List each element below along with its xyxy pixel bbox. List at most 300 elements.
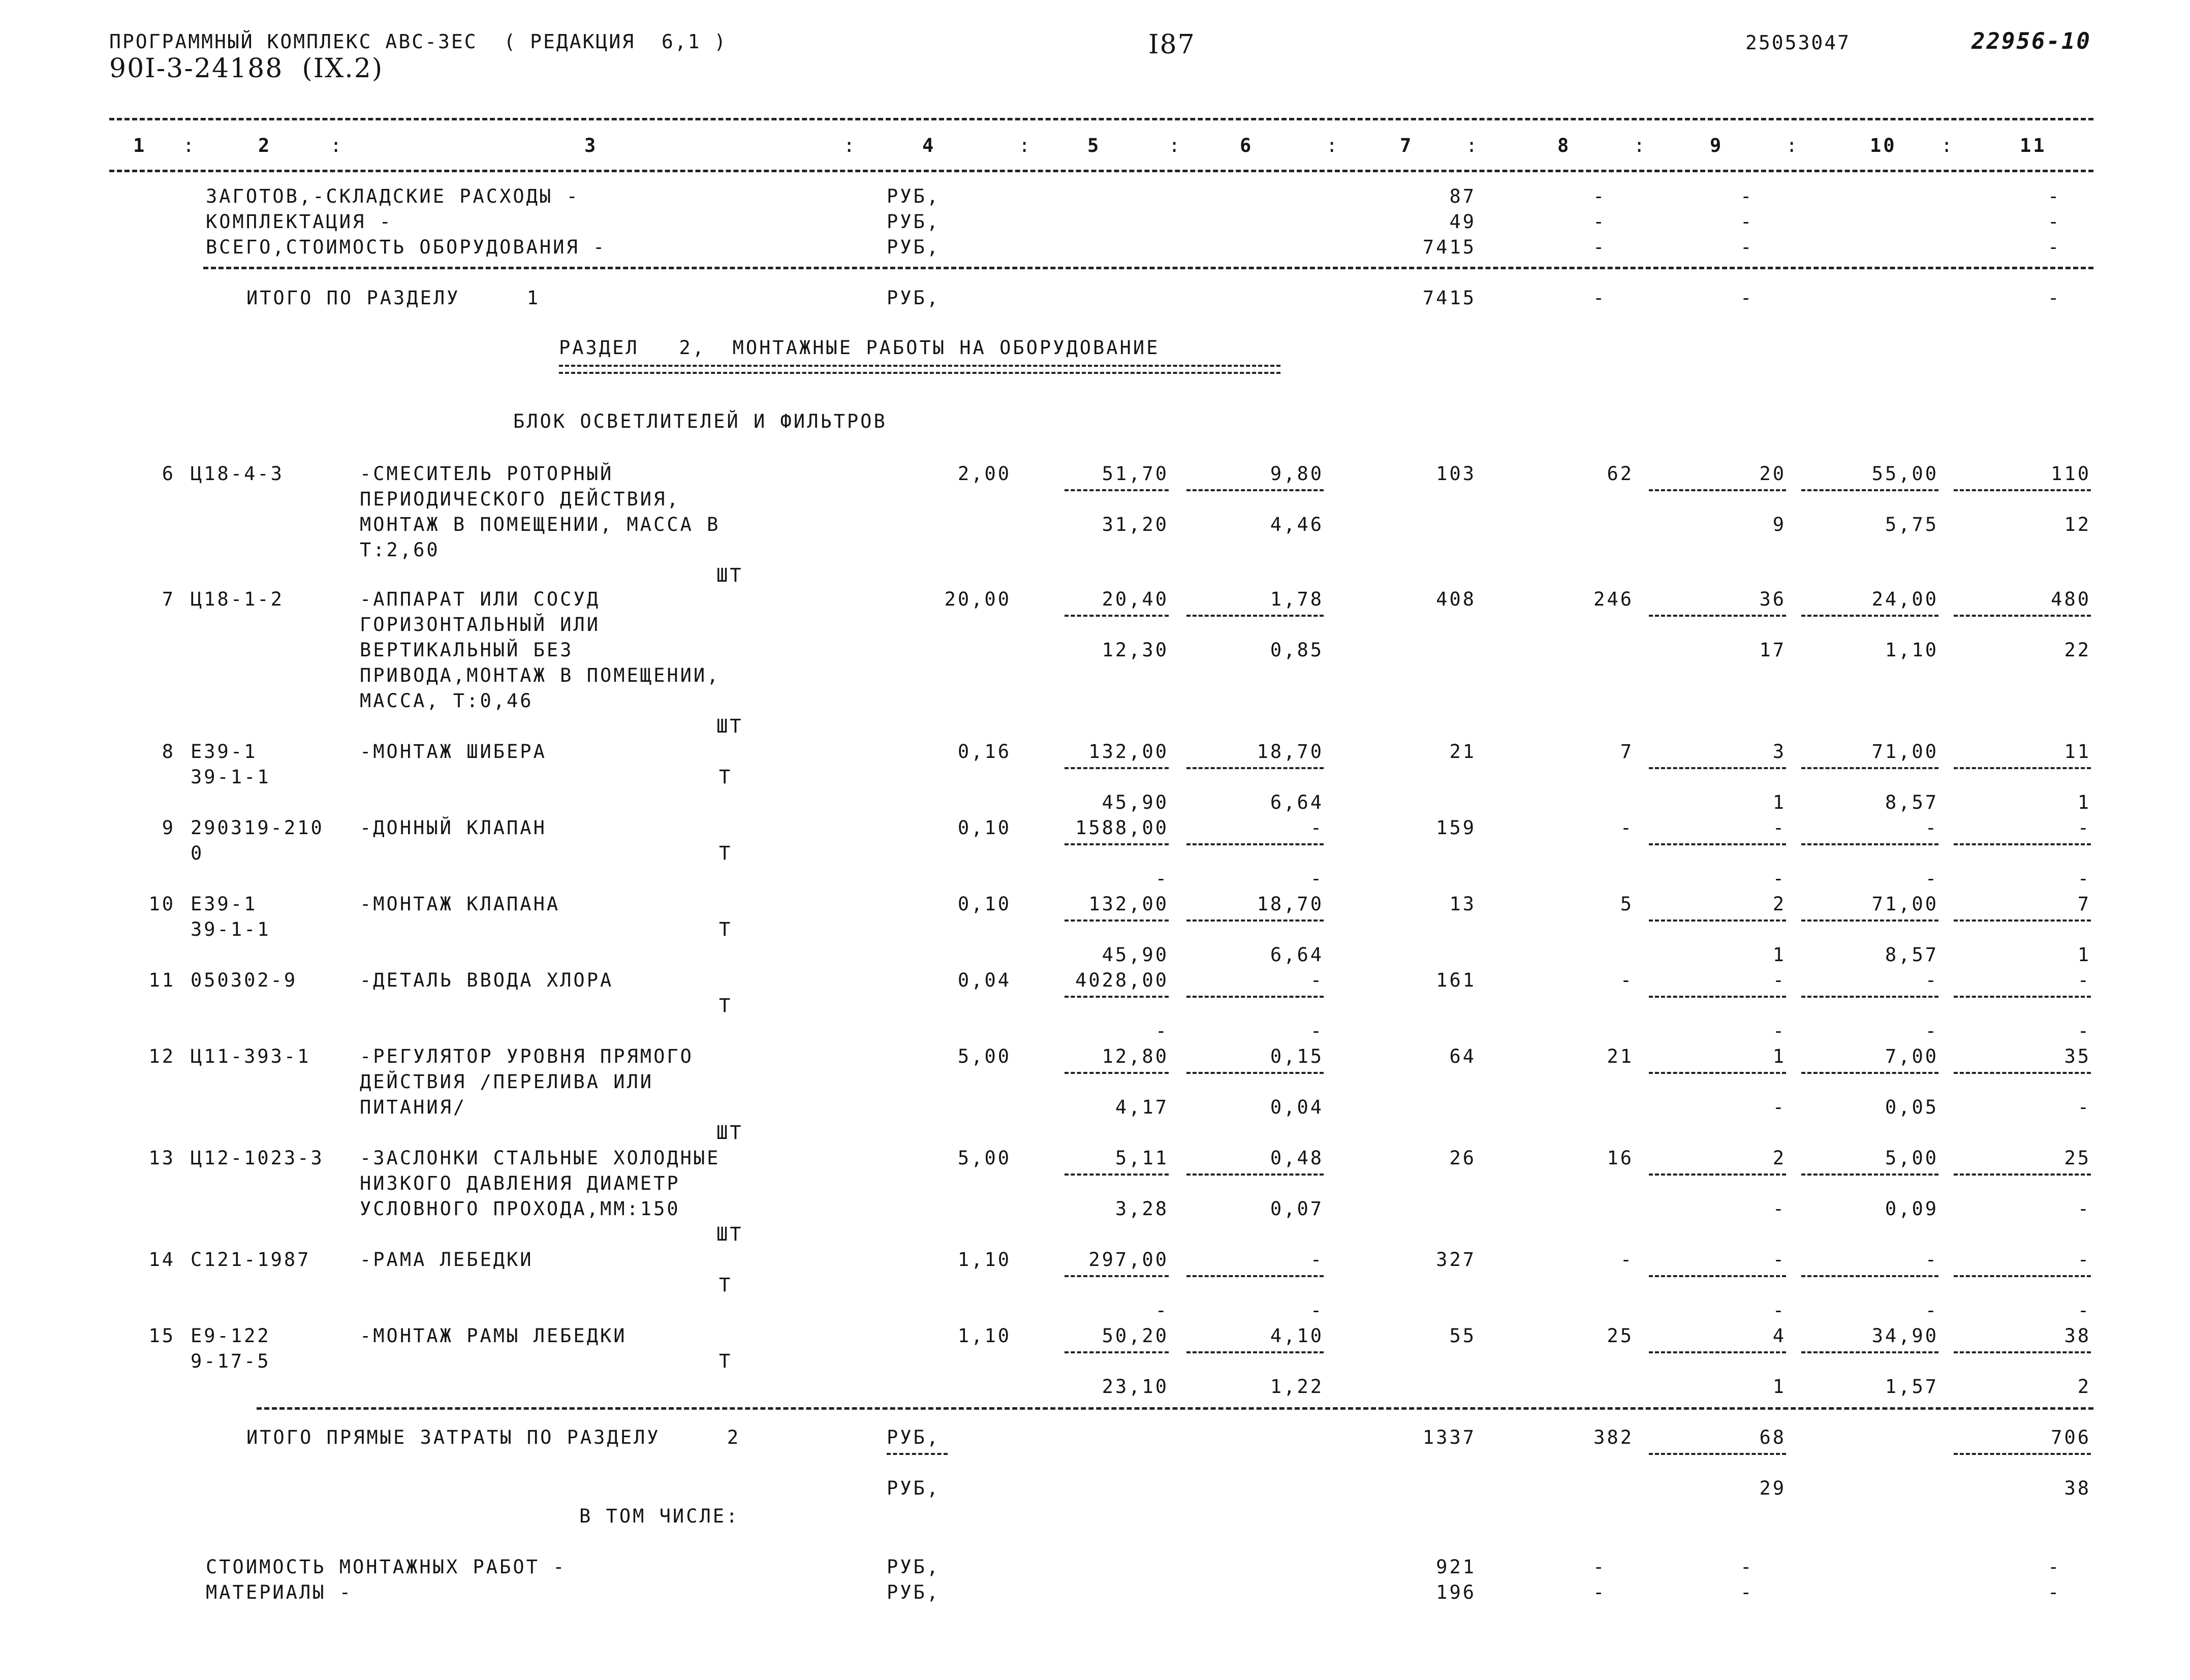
item-unit-price: 132,00 <box>1088 893 1169 915</box>
breakdown-col7: 921 <box>1436 1556 1476 1578</box>
item-quantity: 5,00 <box>957 1045 1011 1067</box>
item-unit-price-secondary: - <box>1155 868 1169 890</box>
item-number: 10 <box>148 893 175 915</box>
item-sub-rule <box>1065 767 1169 769</box>
item-description: ПИТАНИЯ/ <box>360 1096 467 1118</box>
item-wages: - <box>1620 969 1634 991</box>
column-number-4: 4 <box>922 135 936 156</box>
item-sub-rule <box>1186 489 1324 491</box>
item-description: -МОНТАЖ ШИБЕРА <box>360 741 547 763</box>
item-sub-rule <box>1065 489 1169 491</box>
item-description: -МОНТАЖ КЛАПАНА <box>360 893 560 915</box>
column-separator: : <box>1169 135 1182 156</box>
item-wages: 246 <box>1593 588 1634 610</box>
item-sub-rule <box>1801 1072 1938 1074</box>
item-unit-price-secondary: 4,17 <box>1115 1096 1169 1118</box>
cost-line-col7: 7415 <box>1422 236 1476 258</box>
archive-stamp: 22956-10 <box>1972 28 2091 54</box>
item-description: МАССА, Т:0,46 <box>360 690 534 712</box>
item-labor-unit: 7,00 <box>1885 1045 1938 1067</box>
item-sub-rule <box>1186 920 1324 922</box>
item-labor-total: 25 <box>2064 1147 2091 1169</box>
item-machine-cost-secondary: - <box>1772 1299 1786 1321</box>
item-sub-rule <box>1954 920 2091 922</box>
item-labor-total-secondary: 1 <box>2077 791 2091 813</box>
item-code: Е39-1 <box>191 741 258 763</box>
section-1-total-label: ИТОГО ПО РАЗДЕЛУ 1 <box>246 287 541 309</box>
item-sub-rule <box>1186 615 1324 617</box>
item-total-cost: 159 <box>1436 817 1476 839</box>
item-labor-unit: 5,00 <box>1885 1147 1938 1169</box>
item-code: С121-1987 <box>191 1249 311 1271</box>
item-labor-total: 11 <box>2064 741 2091 763</box>
item-machine-cost: 1 <box>1772 1045 1786 1067</box>
item-sub-rule <box>1186 1351 1324 1353</box>
item-total-cost: 64 <box>1449 1045 1476 1067</box>
item-wage-rate: - <box>1310 817 1324 839</box>
item-total-cost: 21 <box>1449 741 1476 763</box>
item-description: ПРИВОДА,МОНТАЖ В ПОМЕЩЕНИИ, <box>360 664 721 686</box>
item-description: -ДОННЫЙ КЛАПАН <box>360 817 547 839</box>
item-machine-cost-secondary: - <box>1772 1096 1786 1118</box>
item-labor-unit: 24,00 <box>1871 588 1938 610</box>
item-labor-unit: 71,00 <box>1871 893 1938 915</box>
item-unit-price: 51,70 <box>1102 463 1169 485</box>
column-number-11: 11 <box>2020 135 2047 156</box>
item-number: 11 <box>148 969 175 991</box>
item-quantity: 0,10 <box>957 817 1011 839</box>
item-description: ДЕЙСТВИЯ /ПЕРЕЛИВА ИЛИ <box>360 1071 654 1093</box>
item-sub-rule <box>1649 996 1786 998</box>
item-labor-unit-secondary: 8,57 <box>1885 791 1938 813</box>
item-machine-cost-secondary: 17 <box>1759 639 1786 661</box>
item-sub-rule <box>1801 1351 1938 1353</box>
cost-line-col8: - <box>1593 185 1607 207</box>
item-sub-rule <box>1065 1275 1169 1277</box>
item-labor-total: - <box>2077 969 2091 991</box>
column-separator: : <box>1326 135 1340 156</box>
item-quantity: 5,00 <box>957 1147 1011 1169</box>
item-machine-cost: 36 <box>1759 588 1786 610</box>
subtotal-rule <box>203 267 2093 269</box>
cost-line-col11: - <box>2048 185 2061 207</box>
item-machine-cost: 3 <box>1772 741 1786 763</box>
block-title: БЛОК ОСВЕТЛИТЕЛЕЙ И ФИЛЬТРОВ <box>513 410 887 432</box>
section-1-total-col9: - <box>1740 287 1754 309</box>
cost-line-label: ВСЕГО,СТОИМОСТЬ ОБОРУДОВАНИЯ - <box>206 236 607 258</box>
item-wages: 21 <box>1607 1045 1634 1067</box>
cost-line-col7: 49 <box>1449 211 1476 233</box>
item-quantity: 1,10 <box>957 1325 1011 1347</box>
cost-line-col9: - <box>1740 185 1754 207</box>
item-unit: Т <box>719 842 733 864</box>
item-labor-total: - <box>2077 817 2091 839</box>
item-quantity: 0,16 <box>957 741 1011 763</box>
item-wage-rate-secondary: 1,22 <box>1270 1376 1324 1398</box>
item-sub-rule <box>1186 1174 1324 1176</box>
item-sub-rule <box>1186 767 1324 769</box>
item-wage-rate-secondary: 0,07 <box>1270 1198 1324 1220</box>
column-separator: : <box>183 135 197 156</box>
item-wage-rate: 9,80 <box>1270 463 1324 485</box>
item-total-cost: 103 <box>1436 463 1476 485</box>
section-2-total-col11-secondary: 38 <box>2064 1477 2091 1499</box>
item-description: ПЕРИОДИЧЕСКОГО ДЕЙСТВИЯ, <box>360 488 680 510</box>
item-unit-price: 50,20 <box>1102 1325 1169 1347</box>
item-unit-price: 1588,00 <box>1075 817 1169 839</box>
section-2-total-col9-secondary: 29 <box>1759 1477 1786 1499</box>
section-2-total-unit-secondary: РУБ, <box>887 1477 941 1499</box>
item-description: -АППАРАТ ИЛИ СОСУД <box>360 588 600 610</box>
item-wage-rate-secondary: 6,64 <box>1270 791 1324 813</box>
item-number: 13 <box>148 1147 175 1169</box>
item-unit: ШТ <box>716 715 743 737</box>
item-sub-rule <box>1954 1351 2091 1353</box>
item-machine-cost-secondary: - <box>1772 1198 1786 1220</box>
item-sub-rule <box>1801 615 1938 617</box>
total-sub-rule <box>1649 1453 1786 1455</box>
item-unit-price: 20,40 <box>1102 588 1169 610</box>
item-wage-rate: 1,78 <box>1270 588 1324 610</box>
breakdown-label: МАТЕРИАЛЫ - <box>206 1581 353 1603</box>
item-description: ГОРИЗОНТАЛЬНЫЙ ИЛИ <box>360 614 600 636</box>
item-machine-cost: - <box>1772 1249 1786 1271</box>
item-unit: ШТ <box>716 1122 743 1144</box>
section-1-total-col8: - <box>1593 287 1607 309</box>
item-code: 050302-9 <box>191 969 298 991</box>
item-wage-rate: - <box>1310 1249 1324 1271</box>
item-labor-unit-secondary: 8,57 <box>1885 944 1938 966</box>
item-code: Ц18-4-3 <box>191 463 284 485</box>
item-wage-rate: 18,70 <box>1257 741 1324 763</box>
item-labor-unit: - <box>1925 817 1938 839</box>
item-machine-cost: 20 <box>1759 463 1786 485</box>
item-number: 6 <box>162 463 175 485</box>
item-quantity: 1,10 <box>957 1249 1011 1271</box>
item-machine-cost: - <box>1772 969 1786 991</box>
item-sub-rule <box>1801 767 1938 769</box>
item-unit-price: 12,80 <box>1102 1045 1169 1067</box>
item-unit-price: 4028,00 <box>1075 969 1169 991</box>
breakdown-col11: - <box>2048 1556 2061 1578</box>
unit-sub-rule <box>887 1453 948 1455</box>
item-total-cost: 327 <box>1436 1249 1476 1271</box>
breakdown-unit: РУБ, <box>887 1556 941 1578</box>
cost-line-unit: РУБ, <box>887 185 941 207</box>
column-separator: : <box>1019 135 1033 156</box>
item-wage-rate-secondary: - <box>1310 1020 1324 1042</box>
item-unit-price-secondary: 45,90 <box>1102 791 1169 813</box>
item-labor-unit: 71,00 <box>1871 741 1938 763</box>
item-total-cost: 55 <box>1449 1325 1476 1347</box>
item-labor-unit-secondary: - <box>1925 1020 1938 1042</box>
item-labor-total: 38 <box>2064 1325 2091 1347</box>
item-sub-rule <box>1954 1072 2091 1074</box>
item-total-cost: 161 <box>1436 969 1476 991</box>
section-2-total-col11: 706 <box>2051 1427 2091 1448</box>
item-number: 14 <box>148 1249 175 1271</box>
column-number-3: 3 <box>584 135 598 156</box>
item-machine-cost-secondary: - <box>1772 1020 1786 1042</box>
item-unit-price-secondary: 45,90 <box>1102 944 1169 966</box>
item-sub-rule <box>1954 1174 2091 1176</box>
item-description: -ЗАСЛОНКИ СТАЛЬНЫЕ ХОЛОДНЫЕ <box>360 1147 721 1169</box>
breakdown-col8: - <box>1593 1556 1607 1578</box>
breakdown-col7: 196 <box>1436 1581 1476 1603</box>
item-code: 39-1-1 <box>191 766 271 788</box>
item-unit-price: 5,11 <box>1115 1147 1169 1169</box>
item-description: -РЕГУЛЯТОР УРОВНЯ ПРЯМОГО <box>360 1045 694 1067</box>
item-labor-total-secondary: 12 <box>2064 514 2091 535</box>
column-number-5: 5 <box>1087 135 1101 156</box>
cost-line-col7: 87 <box>1449 185 1476 207</box>
item-sub-rule <box>1649 1072 1786 1074</box>
item-sub-rule <box>1065 843 1169 845</box>
item-wage-rate-secondary: - <box>1310 1299 1324 1321</box>
item-labor-unit: 34,90 <box>1871 1325 1938 1347</box>
column-separator: : <box>330 135 344 156</box>
item-unit: Т <box>719 995 733 1017</box>
item-machine-cost-secondary: 1 <box>1772 944 1786 966</box>
item-labor-unit: - <box>1925 969 1938 991</box>
item-sub-rule <box>1954 615 2091 617</box>
item-unit: Т <box>719 1350 733 1372</box>
item-sub-rule <box>1065 615 1169 617</box>
item-unit-price-secondary: 31,20 <box>1102 514 1169 535</box>
item-code: Ц18-1-2 <box>191 588 284 610</box>
item-sub-rule <box>1649 489 1786 491</box>
item-labor-total-secondary: 1 <box>2077 944 2091 966</box>
section-2-total-unit: РУБ, <box>887 1427 941 1448</box>
item-sub-rule <box>1065 1072 1169 1074</box>
item-code: Ц11-393-1 <box>191 1045 311 1067</box>
section-1-total-col11: - <box>2048 287 2061 309</box>
item-sub-rule <box>1065 996 1169 998</box>
item-wage-rate: 4,10 <box>1270 1325 1324 1347</box>
item-number: 15 <box>148 1325 175 1347</box>
item-unit: Т <box>719 766 733 788</box>
item-sub-rule <box>1649 767 1786 769</box>
breakdown-col9: - <box>1740 1581 1754 1603</box>
item-labor-unit-secondary: 0,05 <box>1885 1096 1938 1118</box>
item-sub-rule <box>1186 996 1324 998</box>
item-code: 290319-210 <box>191 817 324 839</box>
item-description: НИЗКОГО ДАВЛЕНИЯ ДИАМЕТР <box>360 1172 680 1194</box>
item-description: -МОНТАЖ РАМЫ ЛЕБЕДКИ <box>360 1325 627 1347</box>
item-sub-rule <box>1649 920 1786 922</box>
section-2-total-label: ИТОГО ПРЯМЫЕ ЗАТРАТЫ ПО РАЗДЕЛУ 2 <box>246 1427 741 1448</box>
program-header: ПРОГРАММНЫЙ КОМПЛЕКС АВС-3ЕС ( РЕДАКЦИЯ 6,1 ) <box>109 30 728 53</box>
item-sub-rule <box>1065 920 1169 922</box>
total-sub-rule <box>1954 1453 2091 1455</box>
item-labor-unit-secondary: 0,09 <box>1885 1198 1938 1220</box>
item-sub-rule <box>1801 843 1938 845</box>
item-labor-total-secondary: - <box>2077 1096 2091 1118</box>
item-sub-rule <box>1801 920 1938 922</box>
item-sub-rule <box>1954 1275 2091 1277</box>
item-quantity: 20,00 <box>944 588 1011 610</box>
column-separator: : <box>1786 135 1800 156</box>
item-wage-rate: - <box>1310 969 1324 991</box>
table-header-rule <box>109 170 2093 172</box>
item-code: Е39-1 <box>191 893 258 915</box>
item-wage-rate-secondary: - <box>1310 868 1324 890</box>
item-labor-total: 7 <box>2077 893 2091 915</box>
item-machine-cost: 2 <box>1772 1147 1786 1169</box>
item-labor-total-secondary: 22 <box>2064 639 2091 661</box>
item-sub-rule <box>1186 1275 1324 1277</box>
item-unit: Т <box>719 918 733 940</box>
breakdown-label: СТОИМОСТЬ МОНТАЖНЫХ РАБОТ - <box>206 1556 567 1578</box>
section-2-total-col8: 382 <box>1593 1427 1634 1448</box>
item-sub-rule <box>1649 615 1786 617</box>
item-quantity: 0,04 <box>957 969 1011 991</box>
item-code: Е9-122 <box>191 1325 271 1347</box>
item-description: ВЕРТИКАЛЬНЫЙ БЕЗ <box>360 639 574 661</box>
item-sub-rule <box>1801 489 1938 491</box>
column-separator: : <box>1941 135 1955 156</box>
item-sub-rule <box>1186 1072 1324 1074</box>
item-unit-price-secondary: - <box>1155 1020 1169 1042</box>
item-labor-total-secondary: 2 <box>2077 1376 2091 1398</box>
item-unit-price: 132,00 <box>1088 741 1169 763</box>
item-wage-rate-secondary: 0,85 <box>1270 639 1324 661</box>
item-code: Ц12-1023-3 <box>191 1147 324 1169</box>
item-wage-rate-secondary: 4,46 <box>1270 514 1324 535</box>
cost-line-col9: - <box>1740 236 1754 258</box>
item-sub-rule <box>1954 843 2091 845</box>
page-number: I87 <box>1148 29 1196 60</box>
item-unit: Т <box>719 1274 733 1296</box>
item-labor-unit-secondary: - <box>1925 1299 1938 1321</box>
item-total-cost: 13 <box>1449 893 1476 915</box>
item-machine-cost-secondary: 1 <box>1772 1376 1786 1398</box>
item-unit-price-secondary: 23,10 <box>1102 1376 1169 1398</box>
item-machine-cost-secondary: - <box>1772 868 1786 890</box>
item-code: 0 <box>191 842 204 864</box>
item-unit-price-secondary: 12,30 <box>1102 639 1169 661</box>
cost-line-col8: - <box>1593 211 1607 233</box>
header-code-right: 25053047 <box>1745 31 1851 54</box>
item-wages: 62 <box>1607 463 1634 485</box>
item-quantity: 0,10 <box>957 893 1011 915</box>
cost-line-unit: РУБ, <box>887 236 941 258</box>
item-number: 9 <box>162 817 175 839</box>
item-code: 39-1-1 <box>191 918 271 940</box>
column-number-1: 1 <box>133 135 147 156</box>
item-sub-rule <box>1801 1275 1938 1277</box>
column-separator: : <box>1634 135 1647 156</box>
item-wages: 16 <box>1607 1147 1634 1169</box>
item-sub-rule <box>1649 843 1786 845</box>
item-unit-price-secondary: - <box>1155 1299 1169 1321</box>
item-labor-unit: 55,00 <box>1871 463 1938 485</box>
item-description: УСЛОВНОГО ПРОХОДА,ММ:150 <box>360 1198 680 1220</box>
item-wages: - <box>1620 1249 1634 1271</box>
column-number-2: 2 <box>258 135 272 156</box>
item-quantity: 2,00 <box>957 463 1011 485</box>
item-labor-total-secondary: - <box>2077 1198 2091 1220</box>
column-separator: : <box>1466 135 1480 156</box>
breakdown-col9: - <box>1740 1556 1754 1578</box>
item-machine-cost: 2 <box>1772 893 1786 915</box>
item-sub-rule <box>1801 996 1938 998</box>
section-2-total-col7: 1337 <box>1422 1427 1476 1448</box>
item-wage-rate-secondary: 6,64 <box>1270 944 1324 966</box>
item-labor-unit-secondary: 5,75 <box>1885 514 1938 535</box>
item-description: -СМЕСИТЕЛЬ РОТОРНЫЙ <box>360 463 614 485</box>
item-machine-cost-secondary: 9 <box>1772 514 1786 535</box>
item-description: -ДЕТАЛЬ ВВОДА ХЛОРА <box>360 969 614 991</box>
item-number: 7 <box>162 588 175 610</box>
item-sub-rule <box>1954 489 2091 491</box>
column-number-10: 10 <box>1870 135 1897 156</box>
section-1-total-unit: РУБ, <box>887 287 941 309</box>
item-unit: ШТ <box>716 564 743 586</box>
column-number-6: 6 <box>1240 135 1254 156</box>
document-code: 90I-3-24188 (IX.2) <box>109 53 384 84</box>
item-unit: ШТ <box>716 1223 743 1245</box>
table-top-rule <box>109 118 2093 120</box>
item-wages: 7 <box>1620 741 1634 763</box>
item-labor-total-secondary: - <box>2077 868 2091 890</box>
including-label: В ТОМ ЧИСЛЕ: <box>579 1505 740 1527</box>
column-number-8: 8 <box>1557 135 1571 156</box>
item-number: 12 <box>148 1045 175 1067</box>
item-labor-unit-secondary: 1,57 <box>1885 1376 1938 1398</box>
item-labor-total: 110 <box>2051 463 2091 485</box>
item-labor-total: 480 <box>2051 588 2091 610</box>
cost-line-unit: РУБ, <box>887 211 941 233</box>
section-2-rule <box>257 1407 2093 1410</box>
item-machine-cost: 4 <box>1772 1325 1786 1347</box>
item-labor-unit: - <box>1925 1249 1938 1271</box>
item-wage-rate-secondary: 0,04 <box>1270 1096 1324 1118</box>
item-sub-rule <box>1649 1351 1786 1353</box>
item-labor-total-secondary: - <box>2077 1299 2091 1321</box>
item-labor-unit-secondary: 1,10 <box>1885 639 1938 661</box>
column-number-7: 7 <box>1400 135 1414 156</box>
cost-line-label: ЗАГОТОВ,-СКЛАДСКИЕ РАСХОДЫ - <box>206 185 580 207</box>
cost-line-col8: - <box>1593 236 1607 258</box>
section-title-double-rule <box>559 365 1280 374</box>
column-number-9: 9 <box>1710 135 1724 156</box>
item-sub-rule <box>1649 1174 1786 1176</box>
item-description: МОНТАЖ В ПОМЕЩЕНИИ, МАССА В <box>360 514 721 535</box>
item-sub-rule <box>1186 843 1324 845</box>
item-wages: - <box>1620 817 1634 839</box>
cost-line-col11: - <box>2048 236 2061 258</box>
breakdown-unit: РУБ, <box>887 1581 941 1603</box>
item-total-cost: 26 <box>1449 1147 1476 1169</box>
section-2-total-col9: 68 <box>1759 1427 1786 1448</box>
breakdown-col8: - <box>1593 1581 1607 1603</box>
column-separator: : <box>843 135 857 156</box>
item-wages: 25 <box>1607 1325 1634 1347</box>
item-machine-cost-secondary: 1 <box>1772 791 1786 813</box>
item-wage-rate: 0,48 <box>1270 1147 1324 1169</box>
item-sub-rule <box>1065 1351 1169 1353</box>
item-total-cost: 408 <box>1436 588 1476 610</box>
item-number: 8 <box>162 741 175 763</box>
item-labor-total: 35 <box>2064 1045 2091 1067</box>
breakdown-col11: - <box>2048 1581 2061 1603</box>
item-sub-rule <box>1954 767 2091 769</box>
item-wage-rate: 0,15 <box>1270 1045 1324 1067</box>
item-description: Т:2,60 <box>360 539 440 561</box>
item-machine-cost: - <box>1772 817 1786 839</box>
item-description: -РАМА ЛЕБЕДКИ <box>360 1249 534 1271</box>
